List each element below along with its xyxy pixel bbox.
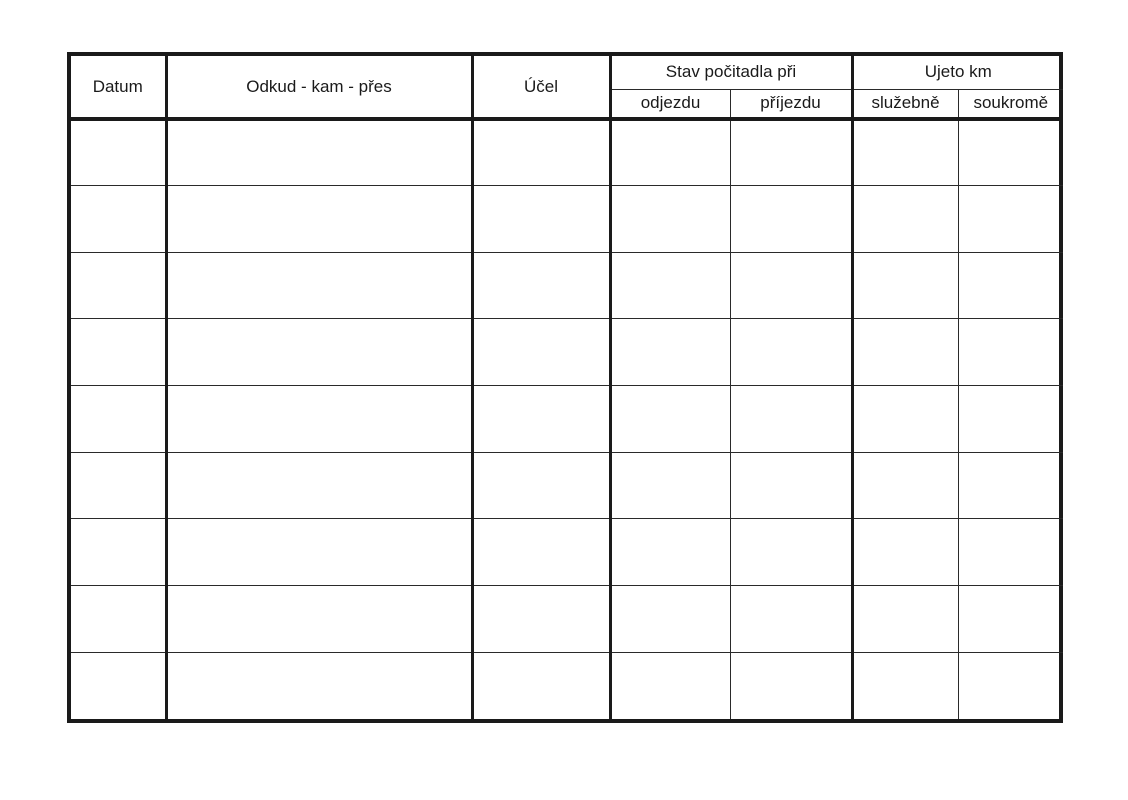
cell-private xyxy=(958,319,1063,386)
cell-datum xyxy=(71,586,166,653)
cell-departure xyxy=(610,186,730,253)
table-row xyxy=(71,586,1063,653)
table-row xyxy=(71,519,1063,586)
cell-route xyxy=(166,186,472,253)
cell-datum xyxy=(71,119,166,186)
cell-purpose xyxy=(472,386,610,453)
header-arrival: příjezdu xyxy=(730,89,852,119)
cell-datum xyxy=(71,252,166,319)
travel-log-table xyxy=(71,56,1063,719)
header-business: služebně xyxy=(852,89,958,119)
cell-departure xyxy=(610,519,730,586)
cell-purpose xyxy=(472,252,610,319)
cell-route xyxy=(166,652,472,719)
cell-datum xyxy=(71,652,166,719)
travel-log-form xyxy=(67,52,1063,723)
cell-business xyxy=(852,186,958,253)
table-row xyxy=(71,252,1063,319)
cell-business xyxy=(852,519,958,586)
table-row xyxy=(71,452,1063,519)
cell-private xyxy=(958,652,1063,719)
table-row xyxy=(71,652,1063,719)
cell-business xyxy=(852,386,958,453)
header-km-group: Ujeto km xyxy=(852,56,1063,89)
cell-arrival xyxy=(730,319,852,386)
table-row xyxy=(71,186,1063,253)
header-private: soukromě xyxy=(958,89,1063,119)
cell-departure xyxy=(610,119,730,186)
cell-datum xyxy=(71,386,166,453)
header-datum: Datum xyxy=(71,56,166,119)
cell-private xyxy=(958,386,1063,453)
cell-route xyxy=(166,119,472,186)
header-purpose: Účel xyxy=(472,56,610,119)
cell-arrival xyxy=(730,586,852,653)
cell-departure xyxy=(610,586,730,653)
cell-route xyxy=(166,519,472,586)
cell-arrival xyxy=(730,119,852,186)
cell-purpose xyxy=(472,452,610,519)
cell-private xyxy=(958,252,1063,319)
cell-private xyxy=(958,452,1063,519)
cell-departure xyxy=(610,386,730,453)
cell-datum xyxy=(71,452,166,519)
cell-datum xyxy=(71,519,166,586)
cell-arrival xyxy=(730,386,852,453)
cell-business xyxy=(852,586,958,653)
cell-private xyxy=(958,186,1063,253)
cell-arrival xyxy=(730,519,852,586)
table-body xyxy=(71,119,1063,719)
table-row xyxy=(71,386,1063,453)
cell-business xyxy=(852,452,958,519)
cell-private xyxy=(958,519,1063,586)
cell-business xyxy=(852,252,958,319)
cell-business xyxy=(852,119,958,186)
cell-arrival xyxy=(730,186,852,253)
cell-datum xyxy=(71,186,166,253)
cell-route xyxy=(166,386,472,453)
cell-purpose xyxy=(472,519,610,586)
cell-purpose xyxy=(472,186,610,253)
cell-departure xyxy=(610,252,730,319)
cell-arrival xyxy=(730,252,852,319)
cell-route xyxy=(166,586,472,653)
cell-business xyxy=(852,652,958,719)
header-route: Odkud - kam - přes xyxy=(166,56,472,119)
cell-departure xyxy=(610,452,730,519)
cell-private xyxy=(958,119,1063,186)
cell-datum xyxy=(71,319,166,386)
cell-route xyxy=(166,319,472,386)
cell-private xyxy=(958,586,1063,653)
cell-arrival xyxy=(730,452,852,519)
cell-arrival xyxy=(730,652,852,719)
cell-departure xyxy=(610,652,730,719)
cell-purpose xyxy=(472,652,610,719)
cell-purpose xyxy=(472,319,610,386)
header-odometer-group: Stav počitadla při xyxy=(610,56,852,89)
cell-route xyxy=(166,252,472,319)
cell-purpose xyxy=(472,586,610,653)
table-row xyxy=(71,319,1063,386)
cell-purpose xyxy=(472,119,610,186)
header-departure: odjezdu xyxy=(610,89,730,119)
table-row xyxy=(71,119,1063,186)
cell-business xyxy=(852,319,958,386)
cell-route xyxy=(166,452,472,519)
cell-departure xyxy=(610,319,730,386)
